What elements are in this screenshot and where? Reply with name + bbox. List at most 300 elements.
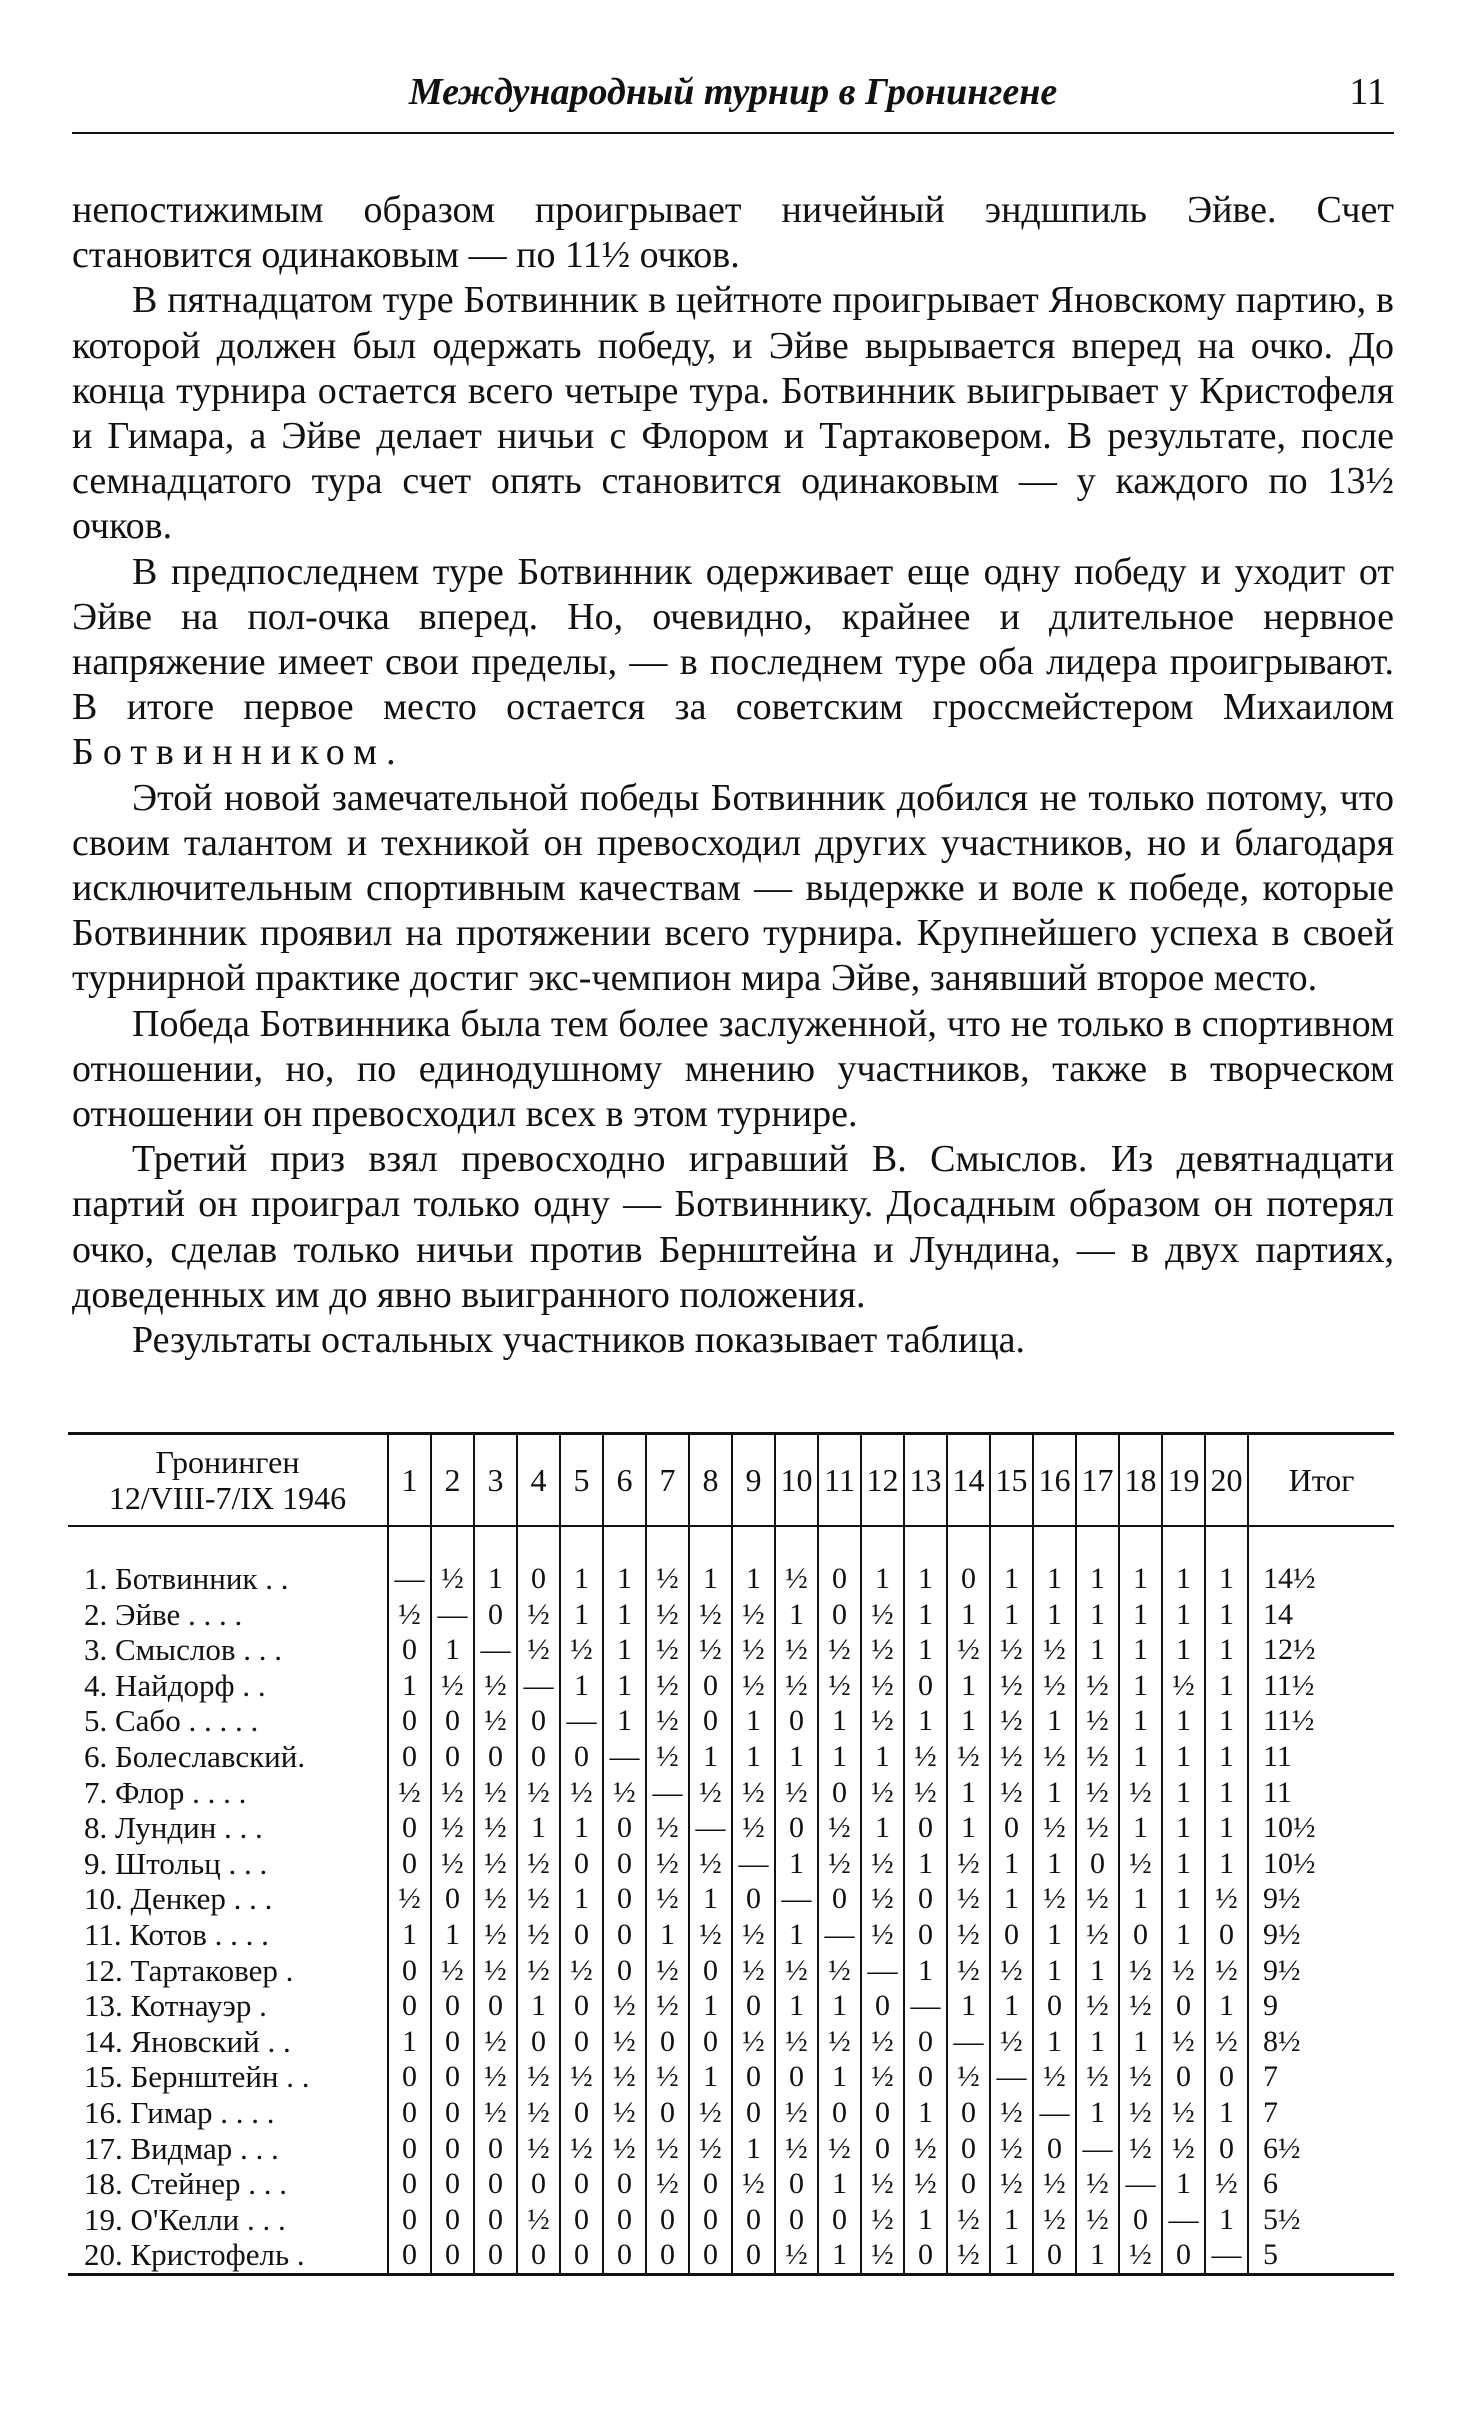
- score-cell: 0: [947, 2095, 990, 2131]
- score-cell: 0: [689, 2166, 732, 2202]
- score-cell: ½: [775, 2095, 818, 2131]
- score-cell: ½: [689, 1846, 732, 1882]
- score-cell: ½: [474, 1810, 517, 1846]
- score-cell: 1: [861, 1810, 904, 1846]
- score-cell: 0: [1205, 2059, 1248, 2095]
- score-cell: 0: [560, 1988, 603, 2024]
- score-cell: ½: [603, 2024, 646, 2060]
- score-cell: 0: [646, 2202, 689, 2238]
- score-cell: ½: [1033, 2202, 1076, 2238]
- score-cell: ½: [1119, 1953, 1162, 1989]
- score-cell: 0: [560, 2237, 603, 2274]
- score-cell: ½: [689, 2095, 732, 2131]
- score-cell: ½: [517, 2059, 560, 2095]
- score-cell: 1: [947, 1668, 990, 1704]
- score-cell: ½: [474, 1953, 517, 1989]
- score-cell: 1: [1033, 1703, 1076, 1739]
- player-name: 10. Денкер . . .: [84, 1881, 273, 1917]
- page-number: 11: [1349, 71, 1386, 113]
- score-cell: ½: [1076, 1668, 1119, 1704]
- score-cell: 1: [1119, 1810, 1162, 1846]
- score-cell: ½: [947, 2237, 990, 2274]
- score-cell: 1: [818, 2059, 861, 2095]
- score-cell: 1: [1162, 1597, 1205, 1633]
- spacer-cell: [560, 1526, 603, 1561]
- table-body: [68, 1526, 1394, 2274]
- score-cell: 0: [560, 2095, 603, 2131]
- table-row: [68, 2024, 1394, 2060]
- total-score: 6: [1248, 2166, 1394, 2202]
- score-cell: ½: [474, 1668, 517, 1704]
- player-name: 19. О'Келли . . .: [84, 2201, 286, 2237]
- score-cell: ½: [603, 1775, 646, 1811]
- score-cell: 0: [646, 2237, 689, 2274]
- score-cell: 1: [904, 1846, 947, 1882]
- score-cell: ½: [1076, 1988, 1119, 2024]
- score-cell: ½: [732, 2024, 775, 2060]
- spacer-cell: [1076, 1526, 1119, 1561]
- score-cell: 1: [818, 2166, 861, 2202]
- score-cell: 0: [689, 1703, 732, 1739]
- score-cell: 0: [947, 1561, 990, 1597]
- score-cell: ½: [431, 1953, 474, 1989]
- spacer-cell: [861, 1526, 904, 1561]
- paragraph-5: Победа Ботвинника была тем более заслуженной, что не только в спортивном отношении, но, по единодушному мнению участников, также в творческом отношении он превосходил всех в этом турнире.: [72, 1002, 1394, 1136]
- score-cell: 1: [818, 2237, 861, 2274]
- score-cell: ½: [603, 1988, 646, 2024]
- score-cell: 1: [732, 2131, 775, 2167]
- spacer-cell: [775, 1526, 818, 1561]
- score-cell: 0: [1162, 1988, 1205, 2024]
- score-cell: ½: [947, 1739, 990, 1775]
- score-cell: ½: [818, 1953, 861, 1989]
- score-cell: 0: [474, 2131, 517, 2167]
- score-cell: ½: [861, 1703, 904, 1739]
- score-cell: 1: [990, 2202, 1033, 2238]
- score-cell: 1: [990, 2237, 1033, 2274]
- score-cell: ½: [1076, 1775, 1119, 1811]
- score-cell: 0: [990, 1810, 1033, 1846]
- score-cell: —: [1162, 2202, 1205, 2238]
- table-row: [68, 2237, 1394, 2274]
- score-cell: —: [904, 1988, 947, 2024]
- score-cell: ½: [732, 1597, 775, 1633]
- spacer-cell: [431, 1526, 474, 1561]
- score-cell: ½: [646, 1953, 689, 1989]
- score-cell: ½: [775, 1953, 818, 1989]
- running-head: [72, 70, 1394, 120]
- score-cell: 1: [388, 1668, 431, 1704]
- score-cell: ½: [861, 1597, 904, 1633]
- score-cell: ½: [689, 2131, 732, 2167]
- score-cell: 1: [1205, 1810, 1248, 1846]
- score-cell: 1: [603, 1597, 646, 1633]
- score-cell: ½: [560, 1632, 603, 1668]
- table-row: [68, 1881, 1394, 1917]
- score-cell: ½: [861, 1668, 904, 1704]
- score-cell: ½: [1205, 2024, 1248, 2060]
- score-cell: 1: [1033, 2024, 1076, 2060]
- score-cell: ½: [947, 2202, 990, 2238]
- score-cell: ½: [646, 1668, 689, 1704]
- score-cell: ½: [1076, 1881, 1119, 1917]
- total-score: 9: [1248, 1988, 1394, 2024]
- player-name: 7. Флор . . . .: [84, 1774, 247, 1810]
- column-header: 17: [1076, 1434, 1119, 1527]
- score-cell: ½: [732, 1810, 775, 1846]
- table-row: [68, 1953, 1394, 1989]
- score-cell: 1: [1162, 1632, 1205, 1668]
- total-score: 14: [1248, 1597, 1394, 1633]
- total-score: 9½: [1248, 1881, 1394, 1917]
- score-cell: 1: [1162, 1561, 1205, 1597]
- score-cell: ½: [947, 1917, 990, 1953]
- score-cell: 1: [1119, 2024, 1162, 2060]
- score-cell: ½: [474, 1881, 517, 1917]
- score-cell: 0: [1162, 2237, 1205, 2274]
- player-name: 6. Болеславский.: [84, 1738, 306, 1774]
- score-cell: 0: [689, 1668, 732, 1704]
- score-cell: 1: [904, 1703, 947, 1739]
- score-cell: 1: [1076, 2024, 1119, 2060]
- score-cell: ½: [990, 2095, 1033, 2131]
- score-cell: ½: [1076, 2059, 1119, 2095]
- score-cell: ½: [1162, 2131, 1205, 2167]
- score-cell: ½: [646, 1988, 689, 2024]
- score-cell: ½: [732, 1668, 775, 1704]
- paragraph-1: непостижимым образом проигрывает ничейный эндшпиль Эйве. Счет становится одинаковым — по 11½ очков.: [72, 189, 1394, 277]
- score-cell: ½: [646, 2059, 689, 2095]
- score-cell: 0: [431, 2059, 474, 2095]
- score-cell: 1: [775, 1739, 818, 1775]
- score-cell: ½: [861, 1881, 904, 1917]
- score-cell: 1: [1205, 2095, 1248, 2131]
- column-header: 1: [388, 1434, 431, 1527]
- score-cell: 1: [560, 1881, 603, 1917]
- score-cell: 1: [818, 1988, 861, 2024]
- score-cell: ½: [947, 1881, 990, 1917]
- score-cell: 0: [732, 2202, 775, 2238]
- score-cell: —: [517, 1668, 560, 1704]
- score-cell: 0: [732, 2059, 775, 2095]
- table-row: [68, 1917, 1394, 1953]
- table-row: [68, 2166, 1394, 2202]
- score-cell: 1: [1076, 1953, 1119, 1989]
- score-cell: 0: [431, 1881, 474, 1917]
- score-cell: 1: [689, 1739, 732, 1775]
- score-cell: ½: [1119, 2237, 1162, 2274]
- score-cell: —: [689, 1810, 732, 1846]
- score-cell: 1: [1205, 1846, 1248, 1882]
- score-cell: ½: [1033, 1668, 1076, 1704]
- column-header: 5: [560, 1434, 603, 1527]
- score-cell: ½: [1076, 1917, 1119, 1953]
- score-cell: —: [560, 1703, 603, 1739]
- score-cell: 1: [990, 1881, 1033, 1917]
- score-cell: 0: [646, 2024, 689, 2060]
- score-cell: ½: [646, 1597, 689, 1633]
- score-cell: ½: [990, 1632, 1033, 1668]
- score-cell: 0: [1033, 2237, 1076, 2274]
- score-cell: 0: [431, 1988, 474, 2024]
- total-score: 6½: [1248, 2131, 1394, 2167]
- score-cell: ½: [1076, 2166, 1119, 2202]
- table-row: [68, 1703, 1394, 1739]
- score-cell: 0: [431, 2237, 474, 2274]
- score-cell: 1: [560, 1597, 603, 1633]
- score-cell: ½: [646, 2166, 689, 2202]
- score-cell: ½: [1162, 2024, 1205, 2060]
- score-cell: ½: [1119, 2059, 1162, 2095]
- score-cell: 1: [474, 1561, 517, 1597]
- score-cell: 0: [474, 2166, 517, 2202]
- total-score: 11: [1248, 1739, 1394, 1775]
- score-cell: 0: [388, 1846, 431, 1882]
- score-cell: 1: [1076, 1561, 1119, 1597]
- score-cell: 0: [904, 1668, 947, 1704]
- score-cell: ½: [1162, 1668, 1205, 1704]
- score-cell: ½: [646, 1561, 689, 1597]
- table-row: [68, 1810, 1394, 1846]
- score-cell: 0: [431, 2166, 474, 2202]
- player-name: 20. Кристофель .: [84, 2237, 305, 2273]
- score-cell: 0: [388, 2059, 431, 2095]
- column-header: 15: [990, 1434, 1033, 1527]
- score-cell: 0: [1162, 2059, 1205, 2095]
- score-cell: ½: [603, 2131, 646, 2167]
- score-cell: 0: [689, 2237, 732, 2274]
- score-cell: ½: [818, 1668, 861, 1704]
- paragraph-4: Этой новой замечательной победы Ботвинник добился не только потому, что своим талантом и техникой он превосходил других участников, но и благодаря исключительным спортивным качествам — выдержке и воле к победе, которые Ботвинник проявил на протяжении всего турнира. Крупнейшего успеха в своей турнирной практике достиг экс-чемпион мира Эйве, занявший второе место.: [72, 776, 1394, 1000]
- score-cell: 0: [947, 2166, 990, 2202]
- score-cell: ½: [990, 1668, 1033, 1704]
- score-cell: 0: [1033, 1988, 1076, 2024]
- total-score: 5½: [1248, 2202, 1394, 2238]
- score-cell: ½: [431, 1810, 474, 1846]
- score-cell: 1: [1119, 1597, 1162, 1633]
- score-cell: ½: [517, 1846, 560, 1882]
- score-cell: 1: [1162, 1881, 1205, 1917]
- score-cell: ½: [474, 1775, 517, 1811]
- score-cell: 0: [904, 1810, 947, 1846]
- score-cell: 1: [732, 1703, 775, 1739]
- score-cell: ½: [388, 1881, 431, 1917]
- score-cell: 1: [947, 1597, 990, 1633]
- player-name: 14. Яновский . .: [84, 2023, 291, 2059]
- column-header: 7: [646, 1434, 689, 1527]
- total-score: 10½: [1248, 1810, 1394, 1846]
- spacer-cell: [904, 1526, 947, 1561]
- score-cell: 0: [517, 1561, 560, 1597]
- score-cell: ½: [947, 2059, 990, 2095]
- score-cell: 1: [1205, 1597, 1248, 1633]
- score-cell: 0: [861, 1988, 904, 2024]
- score-cell: 1: [603, 1668, 646, 1704]
- score-cell: ½: [818, 2131, 861, 2167]
- score-cell: ½: [1205, 1881, 1248, 1917]
- score-cell: ½: [431, 1561, 474, 1597]
- score-cell: ½: [1033, 1881, 1076, 1917]
- player-name: 8. Лундин . . .: [84, 1810, 263, 1846]
- score-cell: 0: [431, 1703, 474, 1739]
- score-cell: 0: [775, 1810, 818, 1846]
- score-cell: 0: [474, 1597, 517, 1633]
- score-cell: 1: [689, 1561, 732, 1597]
- score-cell: ½: [517, 1881, 560, 1917]
- score-cell: 0: [861, 2095, 904, 2131]
- score-cell: 0: [517, 2166, 560, 2202]
- score-cell: ½: [1119, 2131, 1162, 2167]
- score-cell: ½: [1076, 1703, 1119, 1739]
- score-cell: 0: [1076, 1846, 1119, 1882]
- score-cell: ½: [560, 1953, 603, 1989]
- score-cell: ½: [732, 1953, 775, 1989]
- score-cell: 1: [732, 1561, 775, 1597]
- table-spacer-row: [68, 1526, 1394, 1561]
- score-cell: 0: [388, 1632, 431, 1668]
- score-cell: 0: [904, 1917, 947, 1953]
- score-cell: ½: [990, 1703, 1033, 1739]
- player-name: 13. Котнауэр .: [84, 1988, 267, 2024]
- score-cell: 0: [388, 1703, 431, 1739]
- score-cell: 0: [818, 2202, 861, 2238]
- score-cell: 1: [861, 1561, 904, 1597]
- score-cell: 1: [1162, 1739, 1205, 1775]
- score-cell: ½: [818, 1810, 861, 1846]
- score-cell: ½: [775, 2131, 818, 2167]
- spacer-cell: [1248, 1526, 1394, 1561]
- score-cell: 0: [818, 1881, 861, 1917]
- caption-dates: 12/VIII-7/IX 1946: [108, 1480, 347, 1516]
- body-text: [72, 188, 1394, 1363]
- score-cell: —: [818, 1917, 861, 1953]
- score-cell: 1: [1162, 1810, 1205, 1846]
- score-cell: 0: [818, 1561, 861, 1597]
- column-header: 14: [947, 1434, 990, 1527]
- score-cell: ½: [990, 2131, 1033, 2167]
- score-cell: ½: [947, 1846, 990, 1882]
- score-cell: 1: [517, 1810, 560, 1846]
- score-cell: 0: [1119, 2202, 1162, 2238]
- table-row: [68, 1561, 1394, 1597]
- total-score: 8½: [1248, 2024, 1394, 2060]
- score-cell: 1: [689, 2059, 732, 2095]
- score-cell: 0: [603, 1846, 646, 1882]
- column-header: 20: [1205, 1434, 1248, 1527]
- score-cell: 0: [431, 1739, 474, 1775]
- score-cell: 0: [646, 2095, 689, 2131]
- column-header: 4: [517, 1434, 560, 1527]
- score-cell: 1: [818, 1739, 861, 1775]
- score-cell: ½: [689, 1775, 732, 1811]
- player-name: 3. Смыслов . . .: [84, 1632, 282, 1668]
- score-cell: ½: [861, 2059, 904, 2095]
- score-cell: 0: [1205, 2131, 1248, 2167]
- score-cell: 1: [1033, 1597, 1076, 1633]
- player-name: 18. Стейнер . . .: [84, 2166, 288, 2202]
- player-name: 5. Сабо . . . . .: [84, 1703, 259, 1739]
- score-cell: 1: [1205, 1632, 1248, 1668]
- score-cell: 1: [904, 1561, 947, 1597]
- score-cell: 0: [388, 2131, 431, 2167]
- score-cell: ½: [1119, 1846, 1162, 1882]
- score-cell: 1: [775, 1988, 818, 2024]
- score-cell: 0: [861, 2131, 904, 2167]
- score-cell: 1: [431, 1632, 474, 1668]
- score-cell: ½: [861, 2237, 904, 2274]
- table-row: [68, 2202, 1394, 2238]
- score-cell: ½: [689, 1917, 732, 1953]
- score-cell: ½: [775, 1775, 818, 1811]
- table-row: [68, 1775, 1394, 1811]
- score-cell: 0: [904, 1881, 947, 1917]
- score-cell: ½: [1076, 2202, 1119, 2238]
- total-score: 9½: [1248, 1917, 1394, 1953]
- score-cell: 1: [1205, 1739, 1248, 1775]
- score-cell: ½: [990, 2024, 1033, 2060]
- score-cell: 0: [474, 2202, 517, 2238]
- score-cell: ½: [1033, 1739, 1076, 1775]
- column-header: 19: [1162, 1434, 1205, 1527]
- player-name: 4. Найдорф . .: [84, 1667, 266, 1703]
- score-cell: 1: [603, 1703, 646, 1739]
- score-cell: 1: [1119, 1703, 1162, 1739]
- score-cell: 1: [646, 1917, 689, 1953]
- score-cell: —: [1119, 2166, 1162, 2202]
- score-cell: 1: [1205, 1775, 1248, 1811]
- score-cell: ½: [646, 1739, 689, 1775]
- score-cell: 0: [517, 2237, 560, 2274]
- score-cell: 1: [517, 1988, 560, 2024]
- caption-city: Гронинген: [155, 1444, 300, 1480]
- score-cell: —: [732, 1846, 775, 1882]
- score-cell: 1: [1119, 1739, 1162, 1775]
- score-cell: 1: [1033, 1953, 1076, 1989]
- score-cell: 1: [560, 1810, 603, 1846]
- spacer-cell: [732, 1526, 775, 1561]
- score-cell: 1: [1076, 2095, 1119, 2131]
- score-cell: 0: [560, 1917, 603, 1953]
- score-cell: 0: [732, 1881, 775, 1917]
- score-cell: 1: [904, 1632, 947, 1668]
- score-cell: 0: [517, 2024, 560, 2060]
- score-cell: —: [388, 1561, 431, 1597]
- score-cell: 0: [603, 2202, 646, 2238]
- score-cell: 0: [603, 1917, 646, 1953]
- score-cell: —: [431, 1597, 474, 1633]
- spaced-name: Ботвинником.: [72, 731, 405, 774]
- table-row: [68, 1988, 1394, 2024]
- score-cell: ½: [775, 1561, 818, 1597]
- spacer-cell: [603, 1526, 646, 1561]
- score-cell: 0: [904, 2059, 947, 2095]
- score-cell: 0: [603, 2237, 646, 2274]
- score-cell: ½: [861, 1917, 904, 1953]
- score-cell: 0: [388, 1953, 431, 1989]
- spacer-cell: [1119, 1526, 1162, 1561]
- score-cell: 1: [388, 2024, 431, 2060]
- score-cell: ½: [431, 1846, 474, 1882]
- paragraph-3-text: В предпоследнем туре Ботвинник одерживает еще одну победу и уходит от Эйве на пол-очка вперед. Но, очевидно, крайнее и длительное нервное напряжение имеет свои пределы, — в последнем туре оба лидера проигрывают. В итоге первое место остается за советским гроссмейстером Михаилом: [72, 550, 1394, 729]
- total-score: 12½: [1248, 1632, 1394, 1668]
- score-cell: —: [861, 1953, 904, 1989]
- score-cell: ½: [732, 2166, 775, 2202]
- score-cell: 1: [947, 1810, 990, 1846]
- score-cell: ½: [517, 1597, 560, 1633]
- score-cell: ½: [689, 1632, 732, 1668]
- spacer-cell: [947, 1526, 990, 1561]
- score-cell: ½: [861, 1632, 904, 1668]
